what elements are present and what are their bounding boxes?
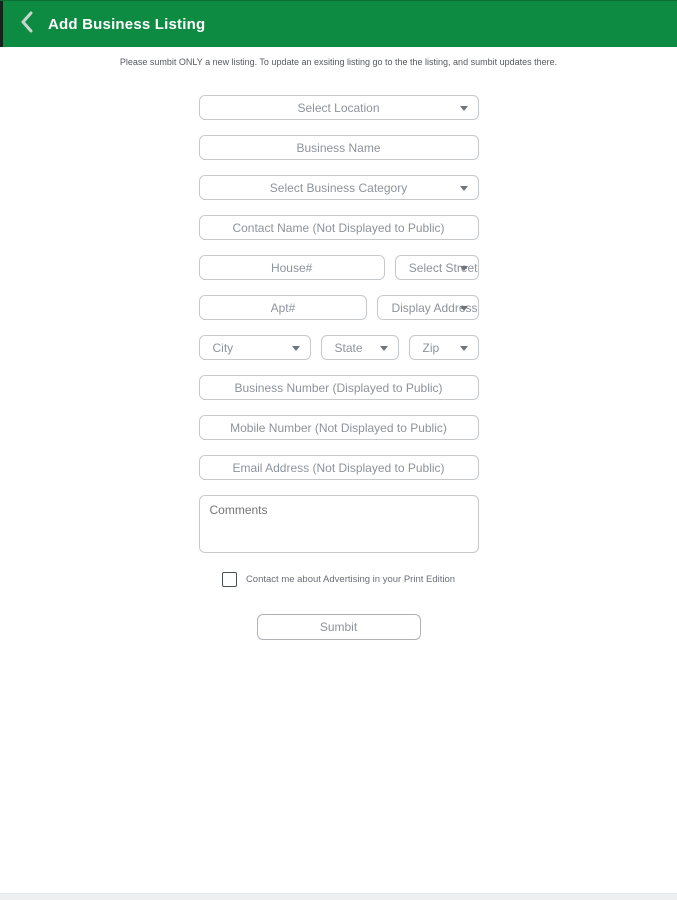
state-select[interactable] — [321, 335, 399, 360]
city-select[interactable] — [199, 335, 311, 360]
chevron-down-icon — [380, 346, 388, 351]
city-select-value: City — [212, 340, 234, 355]
chevron-down-icon — [460, 346, 468, 351]
business-number-input[interactable] — [199, 375, 479, 400]
comments-textarea[interactable] — [199, 495, 479, 553]
advertising-checkbox-row — [199, 571, 479, 587]
chevron-down-icon — [460, 186, 468, 191]
display-address-select[interactable] — [377, 295, 478, 320]
display-address-select-value: Display Address — [391, 300, 478, 315]
location-select-value: Select Location — [297, 100, 380, 115]
submit-button[interactable]: Sumbit — [257, 614, 421, 640]
location-select[interactable] — [199, 95, 479, 120]
advertising-checkbox-label: Contact me about Advertising in your Print Edition — [245, 573, 456, 585]
page-title: Add Business Listing — [48, 15, 206, 33]
contact-name-input[interactable] — [199, 215, 479, 240]
bottom-strip — [0, 893, 677, 900]
street-select-value: Select Street — [408, 260, 478, 275]
business-category-select[interactable] — [199, 175, 479, 200]
business-name-input[interactable] — [199, 135, 479, 160]
zip-select-value: Zip — [422, 340, 440, 355]
back-button[interactable] — [17, 11, 37, 37]
mobile-number-input[interactable] — [199, 415, 479, 440]
apt-number-input[interactable] — [199, 295, 368, 320]
listing-form — [199, 95, 479, 640]
house-number-input[interactable] — [199, 255, 385, 280]
advertising-checkbox[interactable] — [222, 572, 237, 587]
app-header — [0, 0, 677, 47]
business-category-select-value: Select Business Category — [269, 180, 408, 195]
street-select[interactable] — [395, 255, 479, 280]
chevron-down-icon — [460, 266, 468, 271]
zip-select[interactable] — [409, 335, 479, 360]
chevron-down-icon — [292, 346, 300, 351]
email-address-input[interactable] — [199, 455, 479, 480]
chevron-down-icon — [460, 106, 468, 111]
state-select-value: State — [334, 340, 363, 355]
header-left-edge — [0, 1, 3, 47]
chevron-left-icon — [20, 11, 34, 38]
chevron-down-icon — [460, 306, 468, 311]
notice-text: Please sumbit ONLY a new listing. To update an exsiting listing go to the the listing, and sumbit updates there. — [119, 57, 558, 67]
